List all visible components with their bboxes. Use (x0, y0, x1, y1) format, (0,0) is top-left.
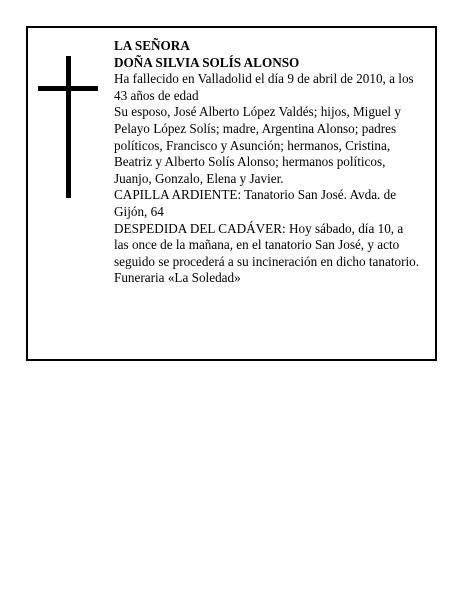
family-members: Su esposo, José Alberto López Valdés; hijos, Miguel y Pelayo López Solís; madre, Argentina Alonso; padres políticos, Francisco y Asunción; hermanos, Cristina, Beatriz y Alberto Solís Alonso; hermanos políticos, Juanjo, Gonzalo, Elena y Javier. (114, 104, 401, 186)
funeral-home: Funeraria «La Soledad» (114, 270, 241, 286)
notice-text (114, 38, 420, 287)
cross-vertical-bar (66, 56, 71, 198)
deceased-name: DOÑA SILVIA SOLÍS ALONSO (114, 54, 300, 70)
death-announcement: Ha fallecido en Valladolid el día 9 de abril de 2010, a los 43 años de edad (114, 71, 414, 103)
obituary-notice (26, 26, 437, 361)
cross-icon (38, 56, 98, 198)
farewell-info: DESPEDIDA DEL CADÁVER: Hoy sábado, día 10, a las once de la mañana, en el tanatorio San José, y acto seguido se procederá a su incineración en dicho tanatorio. (114, 220, 420, 269)
chapel-info: CAPILLA ARDIENTE: Tanatorio San José. Avda. de Gijón, 64 (114, 187, 397, 219)
cross-horizontal-bar (38, 86, 98, 91)
notice-title-line1: LA SEÑORA (114, 38, 190, 53)
